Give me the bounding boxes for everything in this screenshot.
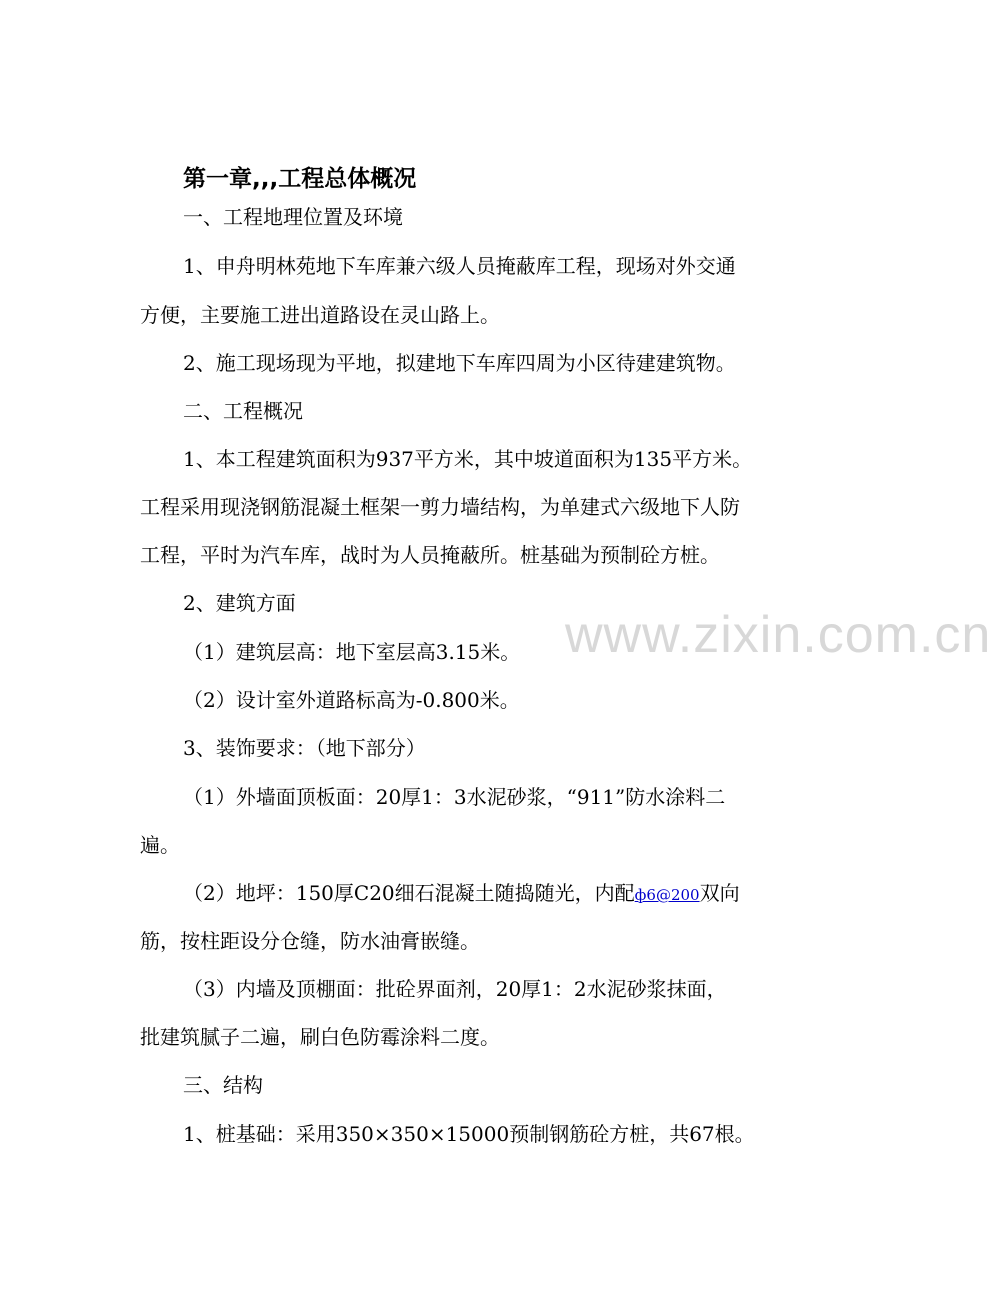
paragraph-line xyxy=(183,879,740,909)
section-heading-2: 二、工程概况 xyxy=(183,399,303,423)
section-heading-3: 三、结构 xyxy=(183,1073,263,1097)
paragraph-line: 工程，平时为汽车库，战时为人员掩蔽所。桩基础为预制砼方桩。 xyxy=(140,543,720,567)
paragraph-line: （3）内墙及顶棚面：批砼界面剂，20厚1：2水泥砂浆抹面， xyxy=(183,977,727,1001)
paragraph-line: 方便，主要施工进出道路设在灵山路上。 xyxy=(140,303,500,327)
paragraph-line: （2）设计室外道路标高为-0.800米。 xyxy=(183,688,520,712)
paragraph-line: 1、本工程建筑面积为937平方米，其中坡道面积为135平方米。 xyxy=(183,447,753,471)
paragraph-line: 1、桩基础：采用350×350×15000预制钢筋砼方桩，共67根。 xyxy=(183,1122,755,1146)
paragraph-line: 工程采用现浇钢筋混凝土框架一剪力墙结构，为单建式六级地下人防 xyxy=(140,495,740,519)
rebar-spec-link[interactable]: ф6@200 xyxy=(634,886,700,904)
paragraph-line: 批建筑腻子二遍，刷白色防霉涂料二度。 xyxy=(140,1025,500,1049)
paragraph-line: 1、申舟明林苑地下车库兼六级人员掩蔽库工程，现场对外交通 xyxy=(183,254,736,278)
paragraph-line: 2、建筑方面 xyxy=(183,591,296,615)
paragraph-line: 筋，按柱距设分仓缝，防水油膏嵌缝。 xyxy=(140,929,480,953)
paragraph-text: （2）地坪：150厚C20细石混凝土随捣随光，内配 xyxy=(183,881,635,905)
paragraph-line: 3、装饰要求：（地下部分） xyxy=(183,736,426,760)
paragraph-line: 遍。 xyxy=(140,833,180,857)
paragraph-line: （1）建筑层高：地下室层高3.15米。 xyxy=(183,640,521,664)
watermark: www.zixin.com.cn xyxy=(565,606,991,664)
paragraph-line: 2、施工现场现为平地，拟建地下车库四周为小区待建建筑物。 xyxy=(183,351,736,375)
section-heading-1: 一、工程地理位置及环境 xyxy=(183,205,403,229)
paragraph-text: 双向 xyxy=(699,881,740,905)
paragraph-line: （1）外墙面顶板面：20厚1：3水泥砂浆，“911”防水涂料二 xyxy=(183,785,726,809)
chapter-title: 第一章,,,工程总体概况 xyxy=(183,166,417,192)
